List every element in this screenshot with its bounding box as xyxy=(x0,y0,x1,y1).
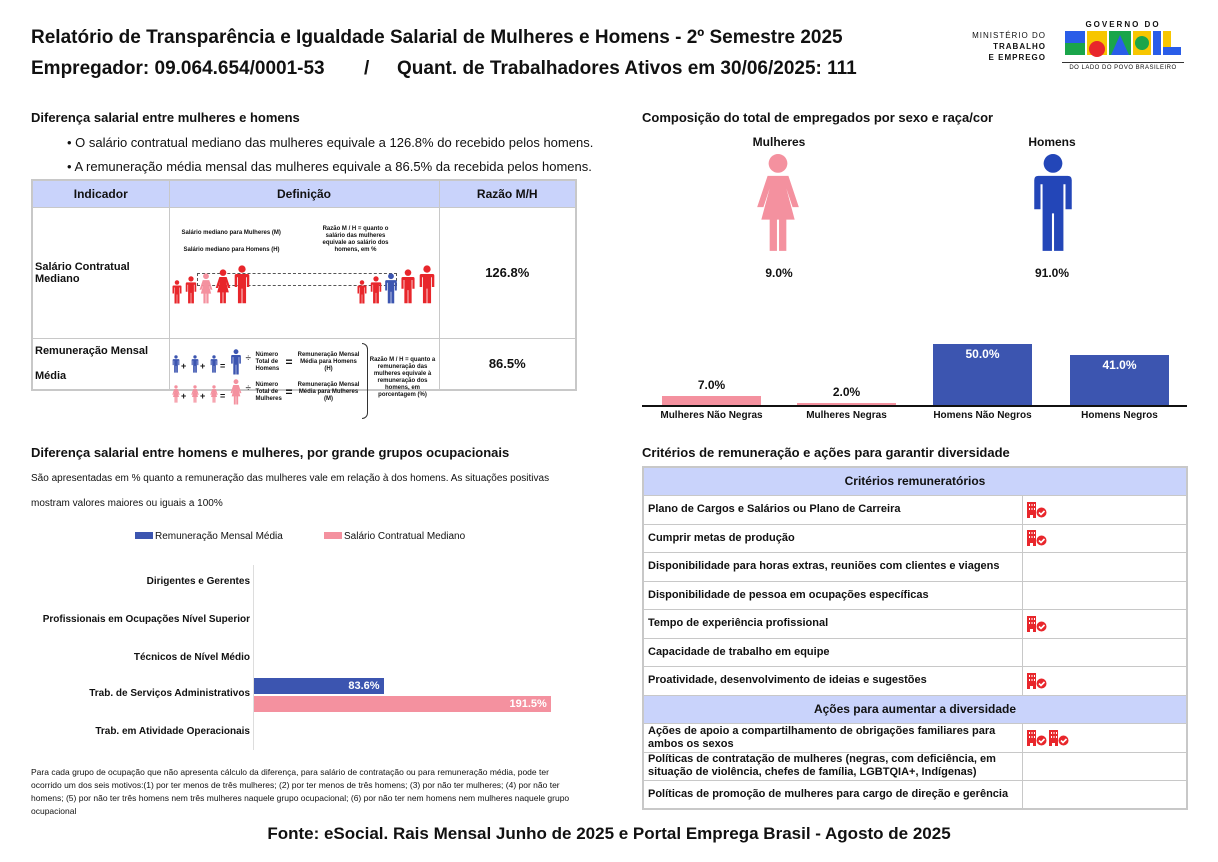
def-line: Salário mediano para Homens (H) xyxy=(183,246,280,253)
criterion-status xyxy=(1022,781,1187,810)
source-footer: Fonte: eSocial. Rais Mensal Junho de 2025 e Portal Emprega Brasil - Agosto de 2025 xyxy=(267,824,951,843)
svg-text:=: = xyxy=(219,360,225,371)
women-pct: 9.0% xyxy=(765,266,793,280)
criterion-status xyxy=(1022,524,1187,553)
male-icon xyxy=(1030,153,1076,253)
category-label: Trab. em Atividade Operacionais xyxy=(95,726,250,737)
table-row xyxy=(643,752,1187,781)
criterion-status xyxy=(1022,752,1187,781)
svg-text:+: + xyxy=(180,390,186,401)
occupational-footnote: Para cada grupo de ocupação que não apresenta cálculo da diferença, para salário de contratação ou para remuneração média, pode ter ocorrido um dos seis motivos:(1) por ter menos de três mulheres; (2) por ter menos de três homens; (3) por não ter mulheres; (4) por não ter homens; (5) por não ter três homens nem três mulheres naquele grupo ocupacional; (6) por não ter nem homens nem mulheres naquele grupo ocupacional xyxy=(31,767,570,816)
gov-tagline: DO LADO DO POVO BRASILEIRO xyxy=(1062,62,1184,71)
legend-swatch-median xyxy=(324,532,342,539)
criterion-status xyxy=(1022,724,1187,753)
ministry-line: E EMPREGO xyxy=(988,53,1046,62)
criterion-label: Políticas de contratação de mulheres (negras, com deficiência, em situação de violência, chefes de família, LGBTQIA+, Indígenas) xyxy=(643,752,1022,781)
indicator-line: Média xyxy=(35,369,67,382)
occupational-desc: São apresentadas em % quanto a remuneração das mulheres vale em relação à dos homens. As situações positivas xyxy=(31,473,550,484)
separator: / xyxy=(364,58,370,79)
building-check-icon xyxy=(1027,530,1049,546)
ratio-average: 86.5% xyxy=(439,338,576,390)
criterion-label: Cumprir metas de produção xyxy=(643,524,1022,553)
x-axis-line xyxy=(642,405,1187,407)
bar-value-label: 83.6% xyxy=(348,680,380,692)
criterion-status xyxy=(1022,496,1187,525)
category-label: Mulheres Negras xyxy=(806,410,887,421)
men-pct: 91.0% xyxy=(1034,266,1070,280)
table-row xyxy=(643,553,1187,582)
building-check-icon xyxy=(1027,673,1049,689)
people-icons xyxy=(172,264,438,310)
def-note: Razão M / H = quanto o salário das mulheres equivale ao salário dos homens, em % xyxy=(322,225,389,253)
def-men-count: Número Total de Homens xyxy=(255,351,280,372)
definition-average: + + = + + = ÷ ÷ Número Total de Homens = Remuneração Mensal Média para Homens (H) Número Total de Mulheres = Remuneração Mensal Média para Mulheres (M) Razão M / H = quanto a remuneração das mulheres equivale à remuneração dos homens, em porcentagem (%) xyxy=(169,338,439,390)
brasil-logo-graphic xyxy=(1063,29,1183,57)
def-note: Razão M / H = quanto a remuneração das mulheres equivale à remuneração dos homens, em porcentagem (%) xyxy=(369,356,436,398)
criteria-table xyxy=(642,466,1188,810)
building-check-icon xyxy=(1027,730,1049,746)
bar-0 xyxy=(662,396,761,405)
legend-median: Salário Contratual Mediano xyxy=(344,531,466,542)
table-row xyxy=(643,724,1187,753)
occupational-title: Diferença salarial entre homens e mulheres, por grande grupos ocupacionais xyxy=(31,445,510,460)
criterion-label: Tempo de experiência profissional xyxy=(643,610,1022,639)
table-row xyxy=(643,638,1187,667)
table-row xyxy=(32,338,576,390)
criterion-label: Plano de Cargos e Salários ou Plano de Carreira xyxy=(643,496,1022,525)
table-row xyxy=(643,667,1187,696)
criterion-status xyxy=(1022,553,1187,582)
table-row xyxy=(643,524,1187,553)
legend-average: Remuneração Mensal Média xyxy=(155,531,283,542)
gov-top-text: GOVERNO DO xyxy=(1085,20,1161,29)
category-label: Mulheres Não Negras xyxy=(660,410,763,421)
criterion-label: Ações de apoio a compartilhamento de obrigações familiares para ambos os sexos xyxy=(643,724,1022,753)
table-row xyxy=(643,581,1187,610)
female-icon xyxy=(755,153,801,253)
col-header: Razão M/H xyxy=(439,180,576,207)
col-header: Definição xyxy=(169,180,439,207)
ministry-line: TRABALHO xyxy=(993,42,1046,51)
criteria-title: Critérios de remuneração e ações para garantir diversidade xyxy=(642,445,1010,460)
bar-value-label: 7.0% xyxy=(697,378,726,393)
bullet-median: • O salário contratual mediano das mulheres equivale a 126.8% do recebido pelos homens. xyxy=(67,135,594,150)
indicators-table xyxy=(31,179,577,402)
occupational-desc: mostram valores maiores ou iguais a 100% xyxy=(31,498,223,509)
table-row xyxy=(32,207,576,338)
indicator-label: Salário Contratual Mediano xyxy=(32,207,169,338)
bar-value-label: 41.0% xyxy=(1102,357,1137,372)
def-women-avg: Remuneração Mensal Média para Mulheres (M) xyxy=(297,381,360,402)
table-row xyxy=(643,610,1187,639)
svg-text:+: + xyxy=(180,360,186,371)
building-check-icon xyxy=(1027,616,1049,632)
report-title: Relatório de Transparência e Igualdade Salarial de Mulheres e Homens - 2º Semestre 2025 xyxy=(31,27,843,48)
active-workers: Quant. de Trabalhadores Ativos em 30/06/2025: 111 xyxy=(397,58,857,79)
def-women-count: Número Total de Mulheres xyxy=(255,381,282,402)
bullet-average: • A remuneração média mensal das mulheres equivale a 86.5% da recebida pelos homens. xyxy=(67,159,592,174)
criterion-label: Capacidade de trabalho em equipe xyxy=(643,638,1022,667)
criterion-status xyxy=(1022,638,1187,667)
gov-brasil-logo xyxy=(1062,20,1184,71)
sum-people-icons xyxy=(172,347,248,407)
criterion-label: Disponibilidade para horas extras, reuniões com clientes e viagens xyxy=(643,553,1022,582)
indicator-line: Remuneração Mensal xyxy=(35,344,149,357)
criterion-status xyxy=(1022,581,1187,610)
ministry-logo xyxy=(960,30,1046,63)
bar-value-label: 191.5% xyxy=(509,698,547,710)
category-label: Dirigentes e Gerentes xyxy=(146,576,250,587)
section-header: Ações para aumentar a diversidade xyxy=(643,695,1187,724)
salary-diff-title: Diferença salarial entre mulheres e homens xyxy=(31,110,300,125)
category-label: Profissionais em Ocupações Nível Superior xyxy=(42,614,250,625)
category-label: Homens Não Negros xyxy=(933,410,1032,421)
category-label: Técnicos de Nível Médio xyxy=(133,652,250,663)
y-axis-line xyxy=(253,565,254,750)
criterion-status xyxy=(1022,610,1187,639)
criterion-label: Disponibilidade de pessoa em ocupações específicas xyxy=(643,581,1022,610)
def-line: Salário mediano para Mulheres (M) xyxy=(181,229,281,236)
section-header: Critérios remuneratórios xyxy=(643,467,1187,496)
men-label: Homens xyxy=(1028,135,1076,149)
def-men-avg: Remuneração Mensal Média para Homens (H) xyxy=(297,351,360,372)
criterion-label: Políticas de promoção de mulheres para cargo de direção e gerência xyxy=(643,781,1022,810)
composition-title: Composição do total de empregados por sexo e raça/cor xyxy=(642,110,994,125)
bar-value-label: 2.0% xyxy=(832,384,861,399)
category-label: Homens Negros xyxy=(1081,410,1158,421)
bar-value-label: 50.0% xyxy=(965,347,1000,361)
svg-text:+: + xyxy=(199,390,205,401)
svg-text:+: + xyxy=(199,360,205,371)
section-header-row xyxy=(643,467,1187,496)
building-check-icon xyxy=(1049,730,1071,746)
criterion-label: Proatividade, desenvolvimento de ideias e sugestões xyxy=(643,667,1022,696)
definition-median xyxy=(169,207,439,338)
table-row xyxy=(643,496,1187,525)
criterion-status xyxy=(1022,667,1187,696)
svg-text:=: = xyxy=(219,390,225,401)
ministry-line: MINISTÉRIO DO xyxy=(972,31,1046,40)
ratio-median: 126.8% xyxy=(439,207,576,338)
indicator-label xyxy=(32,338,169,390)
legend-swatch-average xyxy=(135,532,153,539)
table-row xyxy=(643,781,1187,810)
col-header: Indicador xyxy=(32,180,169,207)
building-check-icon xyxy=(1027,502,1049,518)
employer-id: Empregador: 09.064.654/0001-53 xyxy=(31,58,325,79)
section-header-row xyxy=(643,695,1187,724)
category-label: Trab. de Serviços Administrativos xyxy=(89,688,250,699)
women-label: Mulheres xyxy=(752,135,806,149)
